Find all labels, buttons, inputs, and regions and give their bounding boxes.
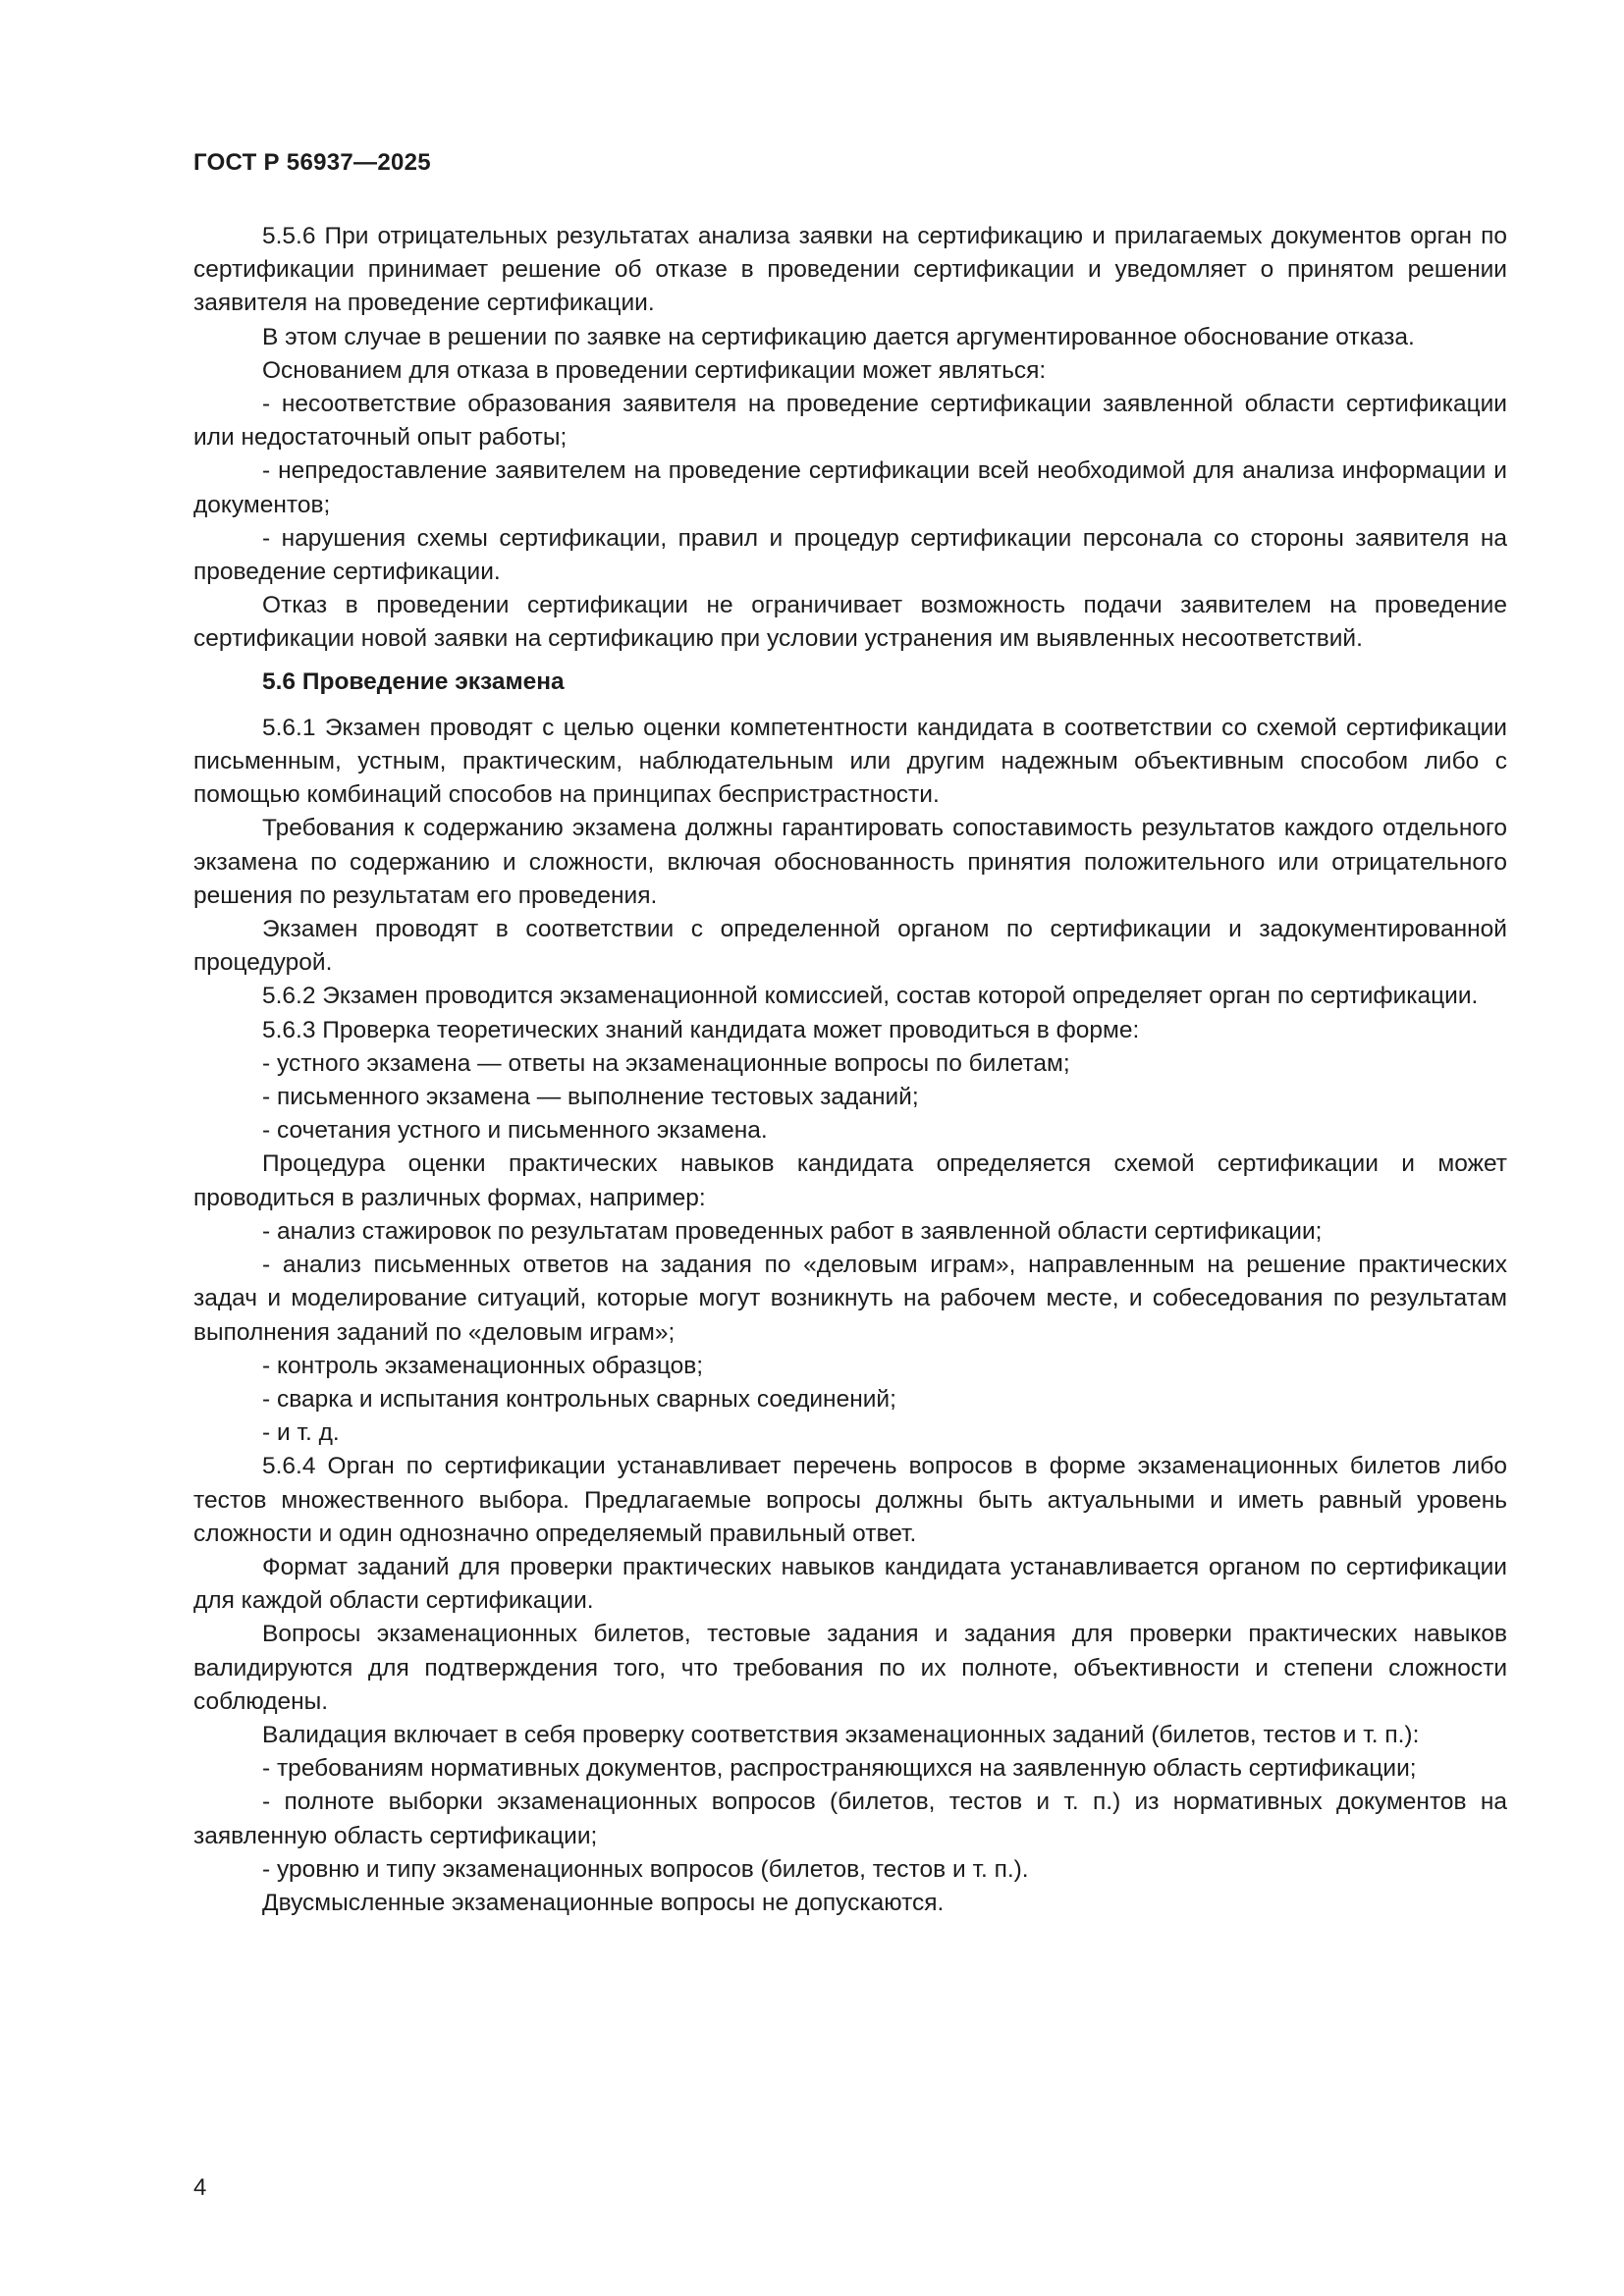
list-item: - нарушения схемы сертификации, правил и процедур сертификации персонала со стороны заявителя на проведение сертификации. xyxy=(193,524,1507,586)
standard-header: ГОСТ Р 56937—2025 xyxy=(193,149,431,176)
paragraph: Формат заданий для проверки практических навыков кандидата устанавливается органом по сертификации для каждой области сертификации. xyxy=(193,1553,1507,1615)
paragraph: Экзамен проводят в соответствии с определенной органом по сертификации и задокументированной процедурой. xyxy=(193,916,1507,977)
list-item: - сварка и испытания контрольных сварных соединений; xyxy=(262,1385,896,1413)
paragraph: Двусмысленные экзаменационные вопросы не допускаются. xyxy=(262,1889,945,1916)
list-item: - уровню и типу экзаменационных вопросов (билетов, тестов и т. п.). xyxy=(262,1855,1029,1883)
paragraph: Валидация включает в себя проверку соответствия экзаменационных заданий (билетов, тестов и т. п.): xyxy=(262,1721,1420,1748)
paragraph-5-6-2: 5.6.2 Экзамен проводится экзаменационной комиссией, состав которой определяет орган по сертификации. xyxy=(262,983,1479,1010)
list-item: - несоответствие образования заявителя на проведение сертификации заявленной области сертификации или недостаточный опыт работы; xyxy=(193,391,1507,452)
list-item: - устного экзамена — ответы на экзаменационные вопросы по билетам; xyxy=(262,1049,1070,1077)
paragraph-5-6-4: 5.6.4 Орган по сертификации устанавливает перечень вопросов в форме экзаменационных билетов либо тестов множественного выбора. Предлагаемые вопросы должны быть актуальными и иметь равный уровень сложности и один однозначно определяемый правильный ответ. xyxy=(193,1453,1507,1547)
paragraph: Вопросы экзаменационных билетов, тестовые задания и задания для проверки практических навыков валидируются для подтверждения того, что требования по их полноте, объективности и степени сложности соблюдены. xyxy=(193,1621,1507,1715)
section-heading-5-6: 5.6 Проведение экзамена xyxy=(262,667,565,695)
paragraph: Процедура оценки практических навыков кандидата определяется схемой сертификации и может проводиться в различных формах, например: xyxy=(193,1150,1507,1211)
paragraph-5-6-1: 5.6.1 Экзамен проводят с целью оценки компетентности кандидата в соответствии со схемой сертификации письменным, устным, практическим, наблюдательным или другим надежным объективным способом либо с помощью комбинаций способов на принципах беспристрастности. xyxy=(193,714,1507,809)
list-item: - полноте выборки экзаменационных вопросов (билетов, тестов и т. п.) из нормативных документов на заявленную область сертификации; xyxy=(193,1789,1507,1849)
paragraph: Отказ в проведении сертификации не ограничивает возможность подачи заявителем на проведение сертификации новой заявки на сертификацию при условии устранения им выявленных несоответствий. xyxy=(193,592,1507,653)
paragraph-5-5-6: 5.5.6 При отрицательных результатах анализа заявки на сертификацию и прилагаемых документов орган по сертификации принимает решение об отказе в проведении сертификации и уведомляет о принятом решении заявителя на проведение сертификации. xyxy=(193,223,1507,317)
list-item: - анализ письменных ответов на задания по «деловым играм», направленным на решение практических задач и моделирование ситуаций, которые могут возникнуть на рабочем месте, и собеседования по результатам выполнения заданий по «деловым играм»; xyxy=(193,1252,1507,1346)
paragraph: В этом случае в решении по заявке на сертификацию дается аргументированное обоснование отказа. xyxy=(262,323,1415,350)
list-item: - требованиям нормативных документов, распространяющихся на заявленную область сертификации; xyxy=(262,1755,1417,1783)
list-item: - и т. д. xyxy=(262,1419,340,1447)
paragraph-5-6-3: 5.6.3 Проверка теоретических знаний кандидата может проводиться в форме: xyxy=(262,1016,1140,1043)
page-number: 4 xyxy=(193,2174,207,2201)
paragraph: Требования к содержанию экзамена должны гарантировать сопоставимость результатов каждого отдельного экзамена по содержанию и сложности, включая обоснованность принятия положительного или отрицательного решения по результатам его проведения. xyxy=(193,815,1507,909)
document-body xyxy=(193,220,1507,1920)
list-item: - письменного экзамена — выполнение тестовых заданий; xyxy=(262,1084,919,1111)
list-item: - анализ стажировок по результатам проведенных работ в заявленной области сертификации; xyxy=(262,1217,1323,1245)
list-item: - сочетания устного и письменного экзамена. xyxy=(262,1117,768,1145)
paragraph: Основанием для отказа в проведении сертификации может являться: xyxy=(262,356,1047,384)
list-item: - непредоставление заявителем на проведение сертификации всей необходимой для анализа информации и документов; xyxy=(193,457,1507,518)
list-item: - контроль экзаменационных образцов; xyxy=(262,1352,704,1379)
